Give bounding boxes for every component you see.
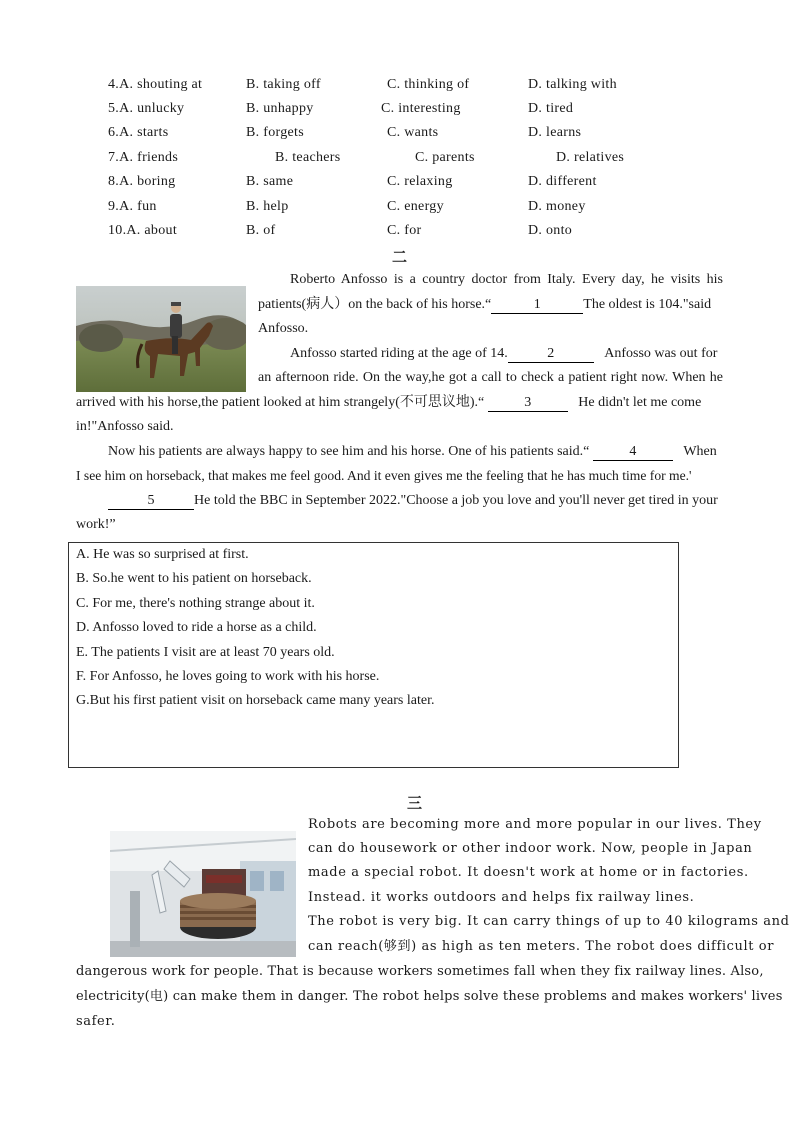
option-c: C. wants [387,125,439,140]
option-d: D. relatives [556,150,625,165]
option-d: D. onto [528,223,573,238]
option-d: D. different [528,174,597,189]
option-b: B. forgets [246,125,304,140]
choice-e[interactable]: E. The patients I visit are at least 70 years old. [76,645,335,660]
option-d: D. talking with [528,77,617,92]
choice-c[interactable]: C. For me, there's nothing strange about it. [76,596,315,611]
passage-3-line: can do housework or other indoor work. Now, people in Japan [308,841,753,856]
passage-2-line [108,440,723,465]
passage-2-line [258,293,723,318]
option-b: B. of [246,223,276,238]
choice-b[interactable]: B. So.he went to his patient on horseback. [76,571,312,586]
passage-2-line: an afternoon ride. On the way,he got a call to check a patient right now. When he [258,370,723,385]
passage-3-line: electricity(电) can make them in danger. The robot helps solve these problems and makes workers' lives [76,989,783,1004]
passage-3-line: Robots are becoming more and more popular in our lives. They [308,817,762,832]
option-c: C. energy [387,199,444,214]
blank-5[interactable]: 5 [108,493,194,510]
passage-2-text: He didn't let me come [578,395,702,410]
passage-2-text: He told the BBC in September 2022."Choose a job you love and you'll never get tired in your [194,493,718,508]
horse-rider-photo [76,286,246,392]
choice-g[interactable]: G.But his first patient visit on horseback came many years later. [76,693,435,708]
option-b: B. teachers [275,150,341,165]
passage-2-line [108,489,723,514]
option-b: B. help [246,199,289,214]
option-c: C. interesting [381,101,461,116]
passage-2-text: patients(病人）on the back of his horse.“ [258,297,492,312]
blank-3[interactable]: 3 [488,395,568,412]
passage-3-line: made a special robot. It doesn't work at home or in factories. [308,865,749,880]
answer-choices-box [68,542,679,768]
option-a: 9.A. fun [108,199,157,214]
passage-2-line [76,391,723,416]
option-a: 10.A. about [108,223,178,238]
blank-4[interactable]: 4 [593,444,673,461]
option-a: 7.A. friends [108,150,179,165]
passage-2-line: work!” [76,517,116,532]
passage-2-line: in!"Anfosso said. [76,419,174,434]
option-a: 5.A. unlucky [108,101,185,116]
blank-2[interactable]: 2 [508,346,594,363]
passage-2-text: arrived with his horse,the patient looked at him strangely(不可思议地).“ [76,395,485,410]
blank-1[interactable]: 1 [491,297,583,314]
passage-2-text: The oldest is 104."said [583,297,712,312]
passage-2-text: Anfosso was out for [604,346,718,361]
option-b: B. unhappy [246,101,314,116]
option-a: 6.A. starts [108,125,169,140]
option-d: D. money [528,199,586,214]
option-c: C. thinking of [387,77,470,92]
section-2-heading: 二 [392,250,408,266]
option-d: D. tired [528,101,574,116]
passage-2-line [290,342,723,367]
passage-3-line: safer. [76,1014,116,1029]
robot-photo [110,831,296,957]
option-a: 4.A. shouting at [108,77,203,92]
option-c: C. parents [415,150,475,165]
option-c: C. relaxing [387,174,453,189]
option-a: 8.A. boring [108,174,176,189]
section-3-heading: 三 [407,796,423,812]
passage-3-line: Instead. it works outdoors and helps fix railway lines. [308,890,695,905]
passage-3-line: can reach(够到) as high as ten meters. The robot does difficult or [308,939,775,954]
passage-3-line: The robot is very big. It can carry things of up to 40 kilograms and [308,914,790,929]
passage-2-line: Anfosso. [258,321,309,336]
passage-2-line: I see him on horseback, that makes me feel good. And it even gives me the feeling that he has much time for me.' [76,468,692,483]
passage-2-line: Roberto Anfosso is a country doctor from Italy. Every day, he visits his [290,272,723,287]
option-b: B. same [246,174,294,189]
passage-2-text: Anfosso started riding at the age of 14. [290,346,508,361]
passage-3-line: dangerous work for people. That is because workers sometimes fall when they fix railway lines. Also, [76,964,764,979]
choice-f[interactable]: F. For Anfosso, he loves going to work with his horse. [76,669,380,684]
option-b: B. taking off [246,77,321,92]
option-c: C. for [387,223,422,238]
passage-2-text: When [683,444,717,459]
choice-a[interactable]: A. He was so surprised at first. [76,547,249,562]
choice-d[interactable]: D. Anfosso loved to ride a horse as a child. [76,620,317,635]
passage-2-text: Now his patients are always happy to see him and his horse. One of his patients said.“ [108,444,590,459]
option-d: D. learns [528,125,582,140]
